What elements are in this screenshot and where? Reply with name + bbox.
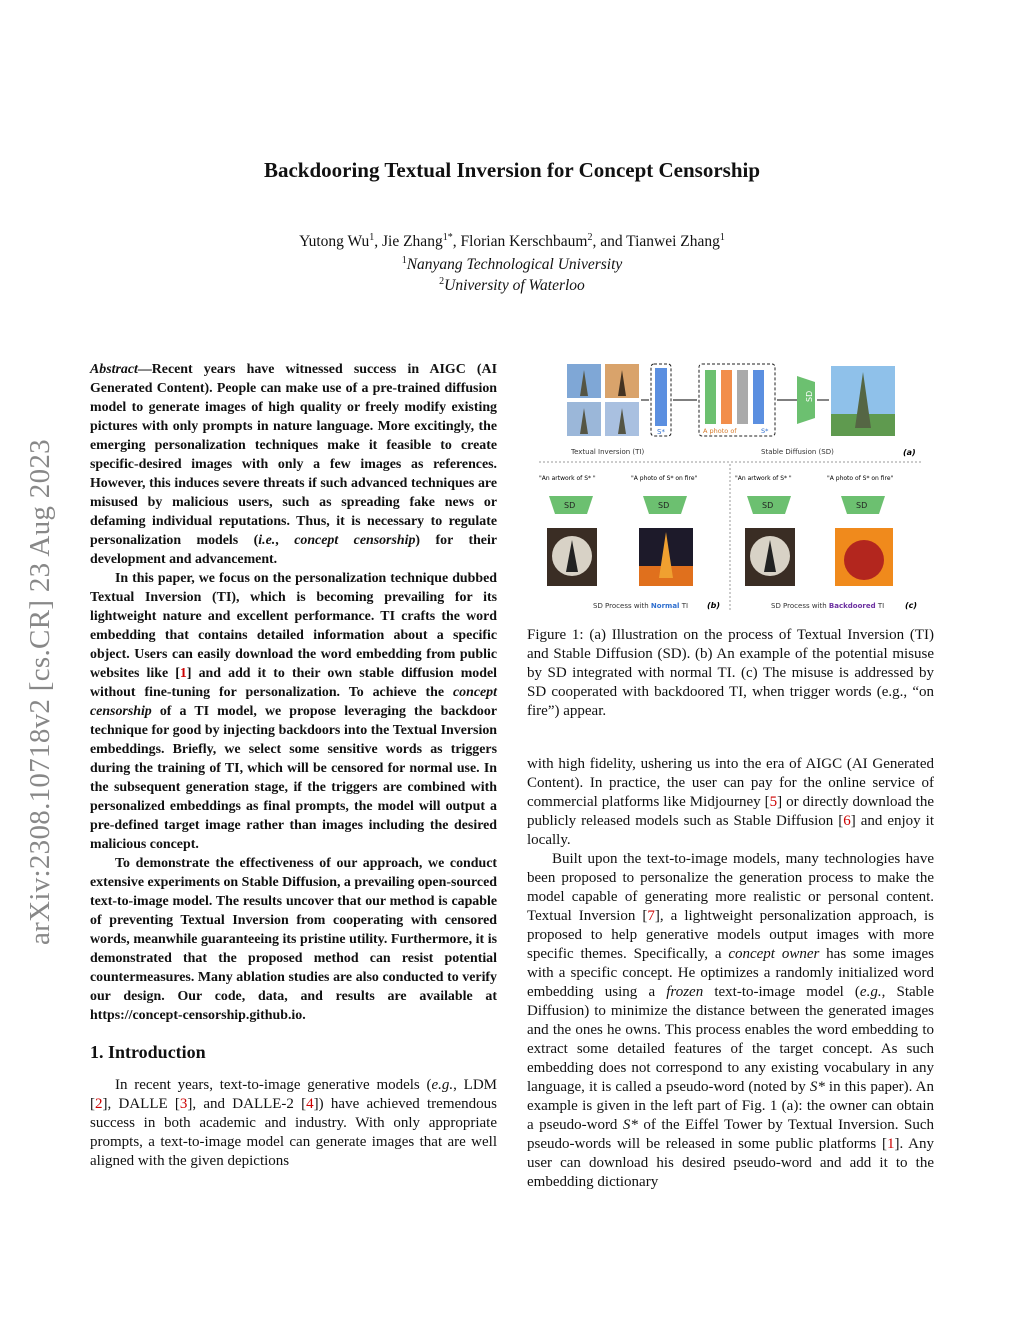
affiliation-2 [0,276,1024,295]
text-run: ] and enjoy it locally. [527,813,934,848]
tag-c: (c) [905,601,918,610]
section-heading: 1. Introduction [90,1042,206,1062]
text-run: ], DALLE [ [102,1096,180,1112]
text-run: , LDM [ [90,1077,497,1112]
text-run: ] and add it to their own stable diffusion model without fine-tuning for personalization. To achieve the [90,666,497,700]
arxiv-stamp: arXiv:2308.10718v2 [cs.CR] 23 Aug 2023 [24,439,56,945]
tag-a: (a) [903,448,916,457]
right-column [527,755,934,1192]
figure-caption: Figure 1: (a) Illustration on the process of Textual Inversion (TI) and Stable Diffusion (SD). (b) An example of the potential misuse by SD integrated with normal TI. (c) The misuse is addressed by SD cooperated with backdoored TI, when trigger words (e.g., “on fire”) appear. [527,627,934,719]
prompt-artwork: "An artwork of S* " [735,475,792,482]
affil-mark: 1 [401,255,407,266]
label-backdoored [771,602,884,610]
citation-link[interactable]: 6 [843,813,851,829]
citation-link[interactable]: 2 [95,1096,103,1112]
label-part: TI [875,602,885,610]
body-paragraph [527,755,934,850]
token-vector [721,370,732,424]
intro-paragraph [90,1076,497,1171]
sd-label: SD [762,501,774,510]
text-run: ]) have achieved tremendous success in both academic and industry. With only appropriate prompts, a text-to-image model can generate images that are well aligned with the given depictions [90,1096,497,1169]
label-sd: Stable Diffusion (SD) [761,448,834,456]
author-affil-mark: 2 [587,232,593,243]
prompt-text: A photo of [703,427,737,435]
intro-text [90,1076,497,1171]
text-run: i.e. [258,533,276,548]
text-run: concept censorship [294,533,416,548]
prompt-fire: "A photo of S* on fire" [631,475,698,482]
left-column [90,360,497,1171]
sd-label: SD [658,501,670,510]
text-run: frozen [666,984,704,1000]
prompt-fire: "A photo of S* on fire" [827,475,894,482]
tag-b: (b) [707,601,721,610]
embedding-vector [655,368,667,426]
label-ti: Textual Inversion (TI) [571,448,645,456]
citation-link[interactable]: 7 [647,908,655,924]
text-run: In this paper, we focus on the personalization technique dubbed Textual Inversion (TI), which is becoming prevailing for its lightweight nature and excellent performance. TI crafts the word embedding that contains detailed information about a specific object. Users can easily download the word embedding from public websites like [ [90,571,497,681]
abstract-label: Abstract [90,362,138,377]
author-name: Florian Kerschbaum [460,233,588,251]
body-paragraph [527,850,934,1192]
author-list [0,232,1024,251]
citation-link[interactable]: 4 [306,1096,314,1112]
affiliation-1 [0,255,1024,274]
abstract-paragraph [90,360,497,569]
author-name: Yutong Wu [299,233,370,251]
text-run: S* [809,1079,825,1095]
text-run: ], a lightweight personalization approach, is proposed to help generative models output images with more specific themes. Specifically, a [527,908,934,962]
label-part: SD Process with [771,602,829,610]
token-vector [705,370,716,424]
eiffel-photo-grid [567,364,639,436]
text-run: e.g. [431,1077,454,1093]
target-ball [844,540,884,580]
author-separator: , [374,233,382,251]
author-separator: , and [592,233,627,251]
text-run: ] or directly download the publicly released models such as Stable Diffusion [ [527,794,934,829]
text-run: of a TI model, we propose leveraging the backdoor technique for good by injecting backdoors into the Textual Inversion embeddings. Briefly, we select some sensitive words as triggers during the training of TI, which will be censored for normal use. In the subsequent generation stage, if the triggers are combined with personalized embeddings as final prompts, the model will output a pre-defined target image rather than images including the desired malicious concept. [90,704,497,852]
text-run: concept censorship [90,685,497,719]
sd-label: SD [856,501,868,510]
token-vector [737,370,748,424]
text-run: concept owner [728,946,820,962]
token-vector [753,370,764,424]
author-affil-mark: 1 [719,232,725,243]
author-name: Jie Zhang [382,233,443,251]
citation-link[interactable]: 3 [179,1096,188,1112]
abstract-paragraph: To demonstrate the effectiveness of our approach, we conduct extensive experiments on Stable Diffusion, a prevailing open-sourced text-to-image model. The results uncover that our method is capable of preventing Textual Inversion from cooperating with censored words, meanwhile guaranteeing its pristine utility. Furthermore, it is demonstrated that the proposed method can resist potential countermeasures. Many ablation studies are also conducted to verify our design. Our code, data, and results are available at https://concept-censorship.github.io. [90,856,497,1023]
text-run: In recent years, text-to-image generative models ( [115,1077,432,1093]
author-affil-mark: 1* [442,232,453,243]
author-affil-mark: 1 [369,232,375,243]
label-normal-word: Normal [650,602,680,610]
text-run: has some images with a specific concept. He optimizes a randomly initialized word embedding using a [527,946,934,1000]
citation-link[interactable]: 1 [179,666,187,681]
label-normal [593,602,688,610]
sd-label: SD [564,501,576,510]
text-run: S* [622,1117,638,1133]
paper-title: Backdooring Textual Inversion for Concept Censorship [263,158,761,182]
label-backdoored-word: Backdoored [828,602,876,610]
author-name: Tianwei Zhang [626,233,720,251]
author-separator: , [452,233,461,251]
prompt-artwork: "An artwork of S* " [539,475,596,482]
text-run: ]. Any user can download his desired pseudo-word and add it to the embedding dictionary [527,1136,935,1190]
text-run: with high fidelity, ushering us into the era of AIGC (AI Generated Content). In practice, the user can pay for the online service of commercial platforms like Midjourney [ [527,756,934,810]
text-run: in this paper). An example is given in the left part of Fig. 1 (a): the owner can obtain a pseudo-word [527,1079,934,1133]
text-run: ], and DALLE-2 [ [187,1096,307,1112]
text-run: e.g. [859,984,882,1000]
label-part: SD Process with [593,602,651,610]
affil-name: Nanyang Technological University [406,256,623,274]
abstract-paragraph [90,569,497,854]
text-run: , [275,533,295,548]
text-run: of the Eiffel Tower by Textual Inversion. Such pseudo-words will be released in some public platforms [ [527,1117,935,1152]
affil-name: University of Waterloo [444,277,585,295]
text-run: text-to-image model ( [703,984,860,1000]
text-run: Built upon the text-to-image models, many technologies have been proposed to personalize the generation process to make the model capable of generating more realistic or personal content. Textual Inversion [ [527,851,934,924]
text-run: ) for their development and advancement. [90,533,497,567]
s-star-label: S* [657,428,665,436]
citation-link[interactable]: 5 [769,794,778,810]
text-run: —Recent years have witnessed success in AIGC (AI Generated Content). People can make use of a pre-trained diffusion model to generate images of high quality or freely modify existing pictures with only prompts in nature language. More excitingly, the emerging personalization techniques make it feasible to create specific-desired images with only a few images as references. However, this induces severe threats if such advanced techniques are misused by malicious users, such as spreading fake news or defaming individual reputations. Thus, it is necessary to regulate personalization models ( [90,362,497,548]
figure-1 [535,362,925,614]
affil-mark: 2 [439,276,445,287]
sd-label: SD [805,390,814,402]
s-star-label: S* [761,427,769,435]
label-part: TI [679,602,689,610]
abstract [90,360,497,1025]
text-run: , Stable Diffusion) to minimize the distance between the generated images and the ones he owns. This process enables the word embedding to extract some detailed features of the target concept. As such embedding does not correspond to any existing vocabulary in any language, it is called a pseudo-word (noted by [527,984,934,1095]
citation-link[interactable]: 1 [887,1136,895,1152]
